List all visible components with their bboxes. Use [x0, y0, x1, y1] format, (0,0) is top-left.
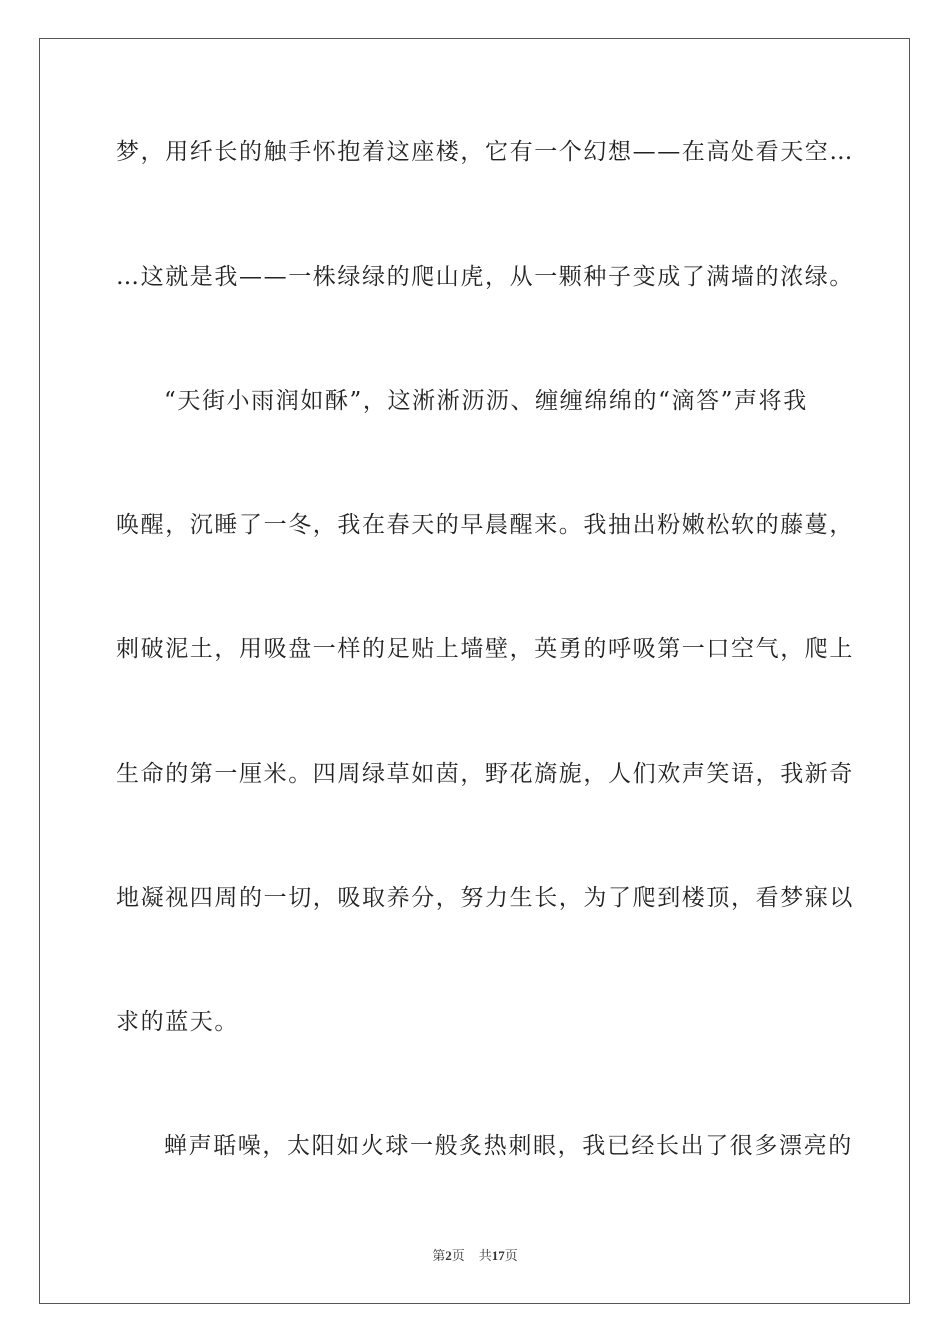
text-line-8: 求的蓝天。 [116, 1009, 239, 1035]
text-line-7: 地凝视四周的一切，吸取养分，努力生长，为了爬到楼顶，看梦寐以 [116, 885, 854, 911]
text-line-3: “天街小雨润如酥”，这淅淅沥沥、缠缠绵绵的“滴答”声将我 [164, 388, 808, 414]
text-line-1: 梦，用纤长的触手怀抱着这座楼，它有一个幻想——在高处看天空… [116, 139, 854, 165]
footer-total-suffix: 页 [504, 1248, 518, 1263]
text-line-9: 蝉声聒噪，太阳如火球一般炙热刺眼，我已经长出了很多漂亮的 [164, 1133, 853, 1159]
footer-page-suffix: 页 [451, 1248, 465, 1263]
text-line-5: 刺破泥土，用吸盘一样的足贴上墙壁，英勇的呼吸第一口空气，爬上 [116, 636, 854, 662]
footer-page-prefix: 第 [432, 1248, 446, 1263]
text-line-6: 生命的第一厘米。四周绿草如茵，野花旖旎，人们欢声笑语，我新奇 [116, 761, 854, 787]
text-line-2: …这就是我——一株绿绿的爬山虎，从一颗种子变成了满墙的浓绿。 [116, 264, 854, 290]
footer-total-prefix: 共 [478, 1248, 492, 1263]
footer-page-number: 2 [445, 1248, 452, 1263]
text-line-4: 唤醒，沉睡了一冬，我在春天的早晨醒来。我抽出粉嫩松软的藤蔓， [116, 512, 854, 538]
footer-total-pages: 17 [491, 1248, 505, 1263]
page-border [39, 38, 910, 1304]
page-footer [0, 1247, 950, 1265]
